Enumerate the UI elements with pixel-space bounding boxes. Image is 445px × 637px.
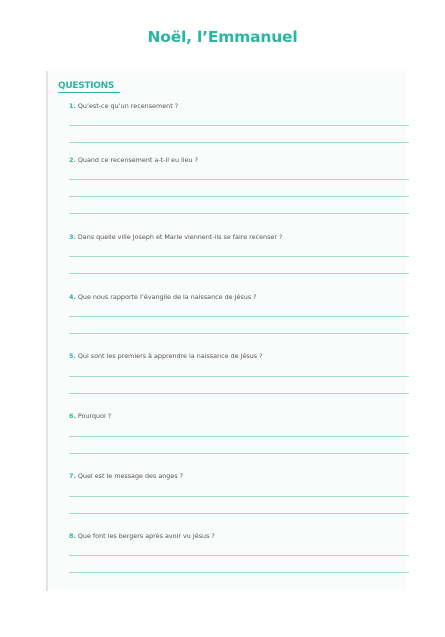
question-number: 4. (69, 293, 76, 301)
answer-line[interactable] (69, 196, 409, 197)
answer-line[interactable] (69, 213, 409, 214)
question-7 (69, 472, 409, 480)
question-5 (69, 352, 409, 360)
answer-line[interactable] (69, 333, 409, 334)
question-number: 5. (69, 352, 76, 360)
question-text: Dans quelle ville Joseph et Marie viennent-ils se faire recenser ? (77, 233, 283, 241)
question-text: Qui sont les premiers à apprendre la naissance de Jésus ? (77, 352, 263, 360)
answer-line[interactable] (69, 256, 409, 257)
answer-line[interactable] (69, 513, 409, 514)
answer-line[interactable] (69, 273, 409, 274)
answer-line[interactable] (69, 376, 409, 377)
questions-card (46, 71, 407, 591)
answer-line[interactable] (69, 142, 409, 143)
question-text: Que font les bergers après avoir vu Jésus ? (77, 532, 215, 540)
question-text: Que nous rapporte l’évangile de la naissance de Jésus ? (77, 293, 257, 301)
question-6 (69, 412, 409, 420)
question-number: 7. (69, 472, 76, 480)
page-title: Noël, l’Emmanuel (147, 28, 298, 46)
question-4 (69, 293, 409, 301)
answer-line[interactable] (69, 125, 409, 126)
answer-line[interactable] (69, 496, 409, 497)
question-number: 1. (69, 102, 76, 110)
answer-line[interactable] (69, 179, 409, 180)
question-text: Quand ce recensement a-t-il eu lieu ? (77, 156, 198, 164)
section-label: QUESTIONS (58, 81, 120, 93)
answer-line[interactable] (69, 555, 409, 556)
answer-line[interactable] (69, 393, 409, 394)
question-text: Quel est le message des anges ? (77, 472, 184, 480)
answer-line[interactable] (69, 316, 409, 317)
question-number: 2. (69, 156, 76, 164)
question-3 (69, 233, 409, 241)
answer-line[interactable] (69, 436, 409, 437)
answer-line[interactable] (69, 453, 409, 454)
question-number: 3. (69, 233, 76, 241)
question-8 (69, 532, 409, 540)
question-number: 6. (69, 412, 76, 420)
answer-line[interactable] (69, 572, 409, 573)
question-2 (69, 156, 409, 164)
question-text: Qu’est-ce qu’un recensement ? (77, 102, 179, 110)
question-number: 8. (69, 532, 76, 540)
question-1 (69, 102, 409, 110)
question-text: Pourquoi ? (77, 412, 112, 420)
